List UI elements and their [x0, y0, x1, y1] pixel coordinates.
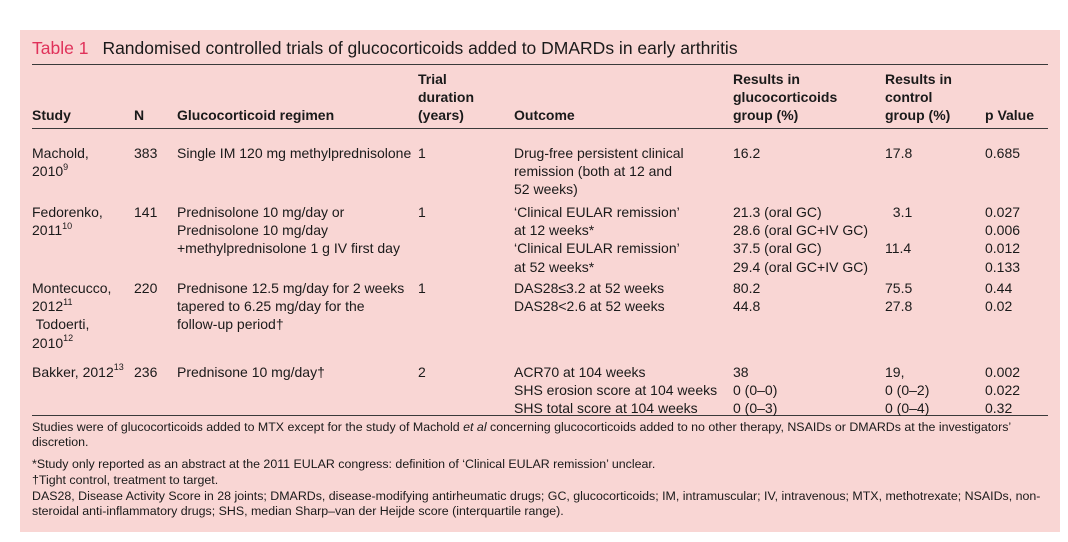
footnote-general [32, 420, 1048, 451]
reference-superscript: 9 [63, 161, 69, 172]
cell-regimen: Prednisone 10 mg/day† [177, 364, 325, 380]
cell-regimen: Single IM 120 mg methylprednisolone [177, 145, 412, 161]
cell-gc: 29.4 (oral GC+IV GC) [733, 258, 868, 275]
cell-outcome: ‘Clinical EULAR remission’ [514, 240, 680, 257]
cell-n: 220 [134, 280, 158, 296]
cell-p: 0.44 [985, 280, 1013, 296]
cell-ctrl: 27.8 [885, 298, 913, 315]
cell-outcome: DAS28≤3.2 at 52 weeks [514, 280, 665, 296]
cell-p: 0.002 [985, 364, 1021, 380]
cell-p: 0.02 [985, 298, 1013, 315]
header-ctrl [885, 70, 952, 125]
cell-outcome: ‘Clinical EULAR remission’ [514, 204, 680, 220]
reference-superscript: 12 [63, 332, 74, 343]
cell-gc: 44.8 [733, 298, 761, 315]
header-duration [418, 70, 474, 125]
footnote-text: concerning glucocorticoids added to no other therapy, NSAIDs or DMARDs at the investigators’ discretion. [32, 420, 1011, 450]
study-text: Montecucco, [32, 280, 112, 296]
cell-p: 0.133 [985, 258, 1021, 275]
header-duration-line: duration [418, 89, 474, 106]
study-text: Todoerti, [32, 316, 90, 333]
footnote-dagger: †Tight control, treatment to target. [32, 473, 219, 487]
cell-regimen: Prednisolone 10 mg/day or [177, 204, 345, 220]
header-gc-line: Results in [733, 71, 800, 87]
table-title [32, 38, 738, 59]
cell-study [32, 297, 73, 315]
cell-n: 236 [134, 364, 158, 380]
header-outcome: Outcome [514, 107, 575, 123]
cell-gc: 16.2 [733, 145, 761, 161]
cell-p: 0.012 [985, 240, 1021, 257]
table-label: Table 1 [32, 38, 89, 58]
header-ctrl-line: Results in [885, 71, 952, 87]
cell-outcome: DAS28<2.6 at 52 weeks [514, 298, 665, 315]
cell-gc: 0 (0–3) [733, 400, 778, 417]
header-p: p Value [985, 107, 1035, 123]
cell-study [32, 279, 111, 297]
cell-regimen: tapered to 6.25 mg/day for the [177, 298, 365, 315]
cell-study [32, 203, 103, 221]
cell-gc: 28.6 (oral GC+IV GC) [733, 222, 868, 239]
cell-duration: 1 [418, 204, 426, 220]
cell-outcome: remission (both at 12 and [514, 163, 672, 180]
cell-duration: 1 [418, 145, 426, 161]
header-gc-line: group (%) [733, 107, 799, 124]
cell-outcome: at 52 weeks* [514, 258, 595, 275]
cell-outcome: SHS erosion score at 104 weeks [514, 382, 718, 399]
footnote-abbreviations: DAS28, Disease Activity Score in 28 joints; DMARDs, disease-modifying antirheumatic drugs; GC, glucocorticoids; IM, intramuscular; IV, intravenous; MTX, methotrexate; NSAIDs, non-steroidal anti-inflammatory drugs; SHS, median Sharp–van der Heijde score (interquartile range). [32, 489, 1041, 519]
cell-duration: 2 [418, 364, 426, 380]
study-text: Machold, [32, 145, 89, 161]
reference-superscript: 10 [62, 220, 73, 231]
cell-outcome: SHS total score at 104 weeks [514, 400, 698, 417]
header-gc-line: glucocorticoids [733, 89, 838, 106]
footnote-text: Studies were of glucocorticoids added to MTX except for the study of Machold [32, 420, 464, 434]
cell-regimen: Prednisone 12.5 mg/day for 2 weeks [177, 280, 405, 296]
cell-study [32, 334, 73, 352]
cell-ctrl: 17.8 [885, 145, 913, 161]
rule-top [32, 64, 1048, 65]
cell-study [32, 363, 124, 381]
header-n: N [134, 107, 145, 123]
cell-n: 383 [134, 145, 158, 161]
cell-p: 0.006 [985, 222, 1021, 239]
cell-study [32, 315, 89, 333]
study-text: 2010 [32, 163, 64, 180]
cell-outcome: ACR70 at 104 weeks [514, 364, 646, 380]
study-text: Bakker, 2012 [32, 364, 114, 380]
table-caption: Randomised controlled trials of glucocorticoids added to DMARDs in early arthritis [102, 38, 738, 58]
cell-ctrl: 0 (0–4) [885, 400, 930, 417]
cell-p: 0.027 [985, 204, 1021, 220]
cell-outcome: Drug-free persistent clinical [514, 145, 684, 161]
rule-header [32, 128, 1048, 129]
footnote-italic: et al [463, 420, 487, 434]
cell-outcome: at 12 weeks* [514, 222, 595, 239]
header-study: Study [32, 107, 71, 123]
cell-gc: 0 (0–0) [733, 382, 778, 399]
cell-ctrl: 11.4 [885, 240, 912, 257]
study-text: 2010 [32, 334, 64, 351]
cell-regimen: follow-up period† [177, 316, 284, 333]
reference-superscript: 13 [113, 362, 124, 373]
cell-p: 0.685 [985, 145, 1021, 161]
footnote-asterisk: *Study only reported as an abstract at the 2011 EULAR congress: definition of ‘Clinical EULAR remission’ unclear. [32, 457, 656, 471]
cell-ctrl: 0 (0–2) [885, 382, 930, 399]
header-duration-line: Trial [418, 71, 447, 87]
header-regimen: Glucocorticoid regimen [177, 107, 335, 123]
cell-gc: 21.3 (oral GC) [733, 204, 822, 220]
header-ctrl-line: group (%) [885, 107, 951, 124]
cell-study [32, 144, 89, 162]
study-text: Fedorenko, [32, 204, 103, 220]
cell-ctrl: 75.5 [885, 280, 913, 296]
header-duration-line: (years) [418, 107, 464, 124]
cell-p: 0.022 [985, 382, 1021, 399]
cell-study [32, 162, 68, 180]
cell-duration: 1 [418, 280, 426, 296]
cell-study [32, 221, 72, 239]
header-gc [733, 70, 837, 125]
cell-ctrl: 19, [885, 364, 905, 380]
study-text: 2012 [32, 298, 64, 315]
cell-outcome: 52 weeks) [514, 181, 578, 198]
cell-gc: 37.5 (oral GC) [733, 240, 822, 257]
table-panel [20, 30, 1060, 532]
header-ctrl-line: control [885, 89, 933, 106]
cell-regimen: +methylprednisolone 1 g IV first day [177, 240, 400, 257]
cell-n: 141 [134, 204, 158, 220]
cell-ctrl: 3.1 [885, 204, 913, 220]
cell-regimen: Prednisolone 10 mg/day [177, 222, 328, 239]
cell-gc: 38 [733, 364, 749, 380]
cell-gc: 80.2 [733, 280, 761, 296]
reference-superscript: 11 [63, 296, 73, 307]
study-text: 2011 [32, 222, 63, 239]
cell-p: 0.32 [985, 400, 1013, 417]
